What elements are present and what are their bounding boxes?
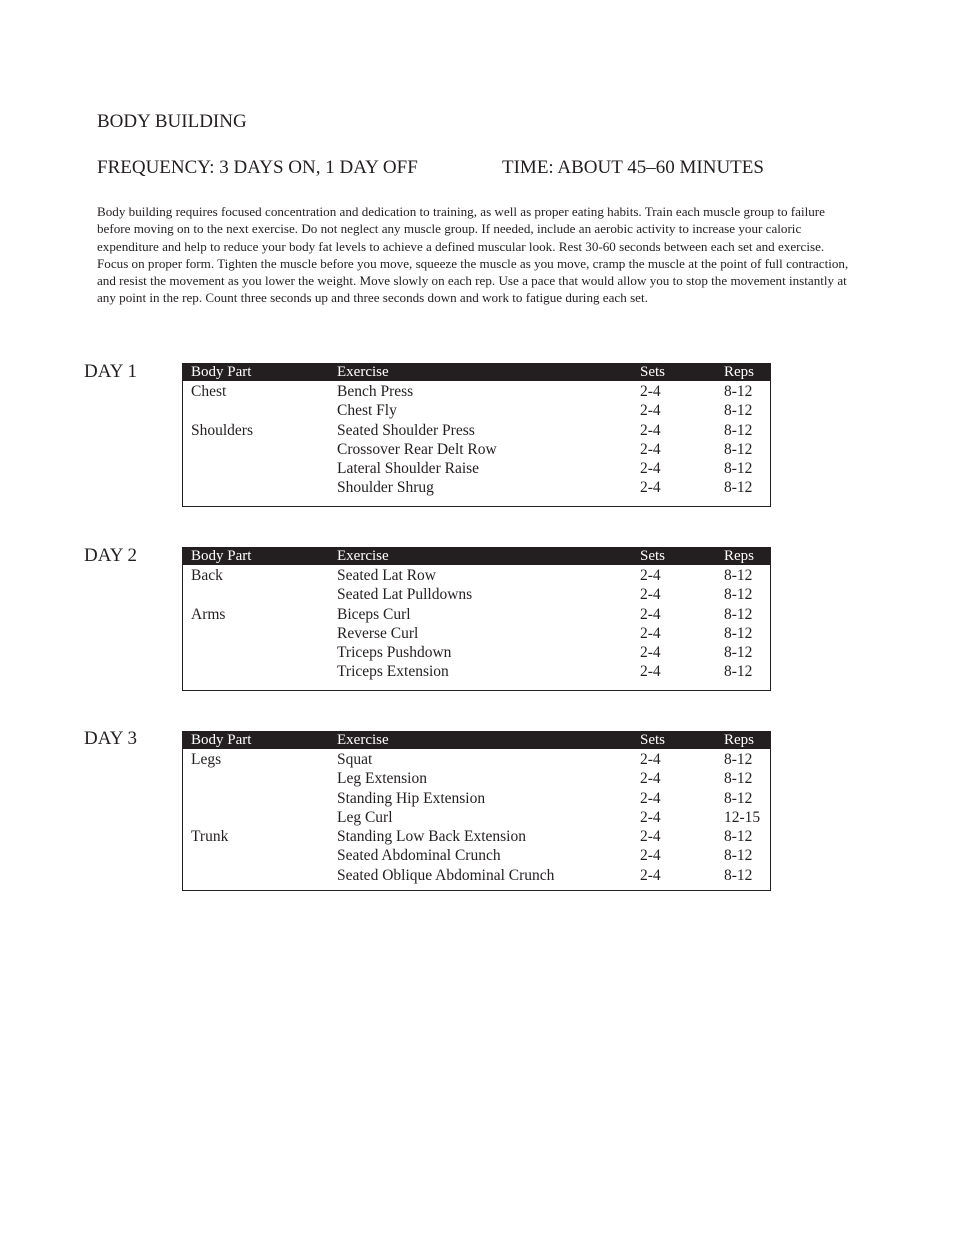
exercise-cell: Standing Low Back Extension <box>337 828 526 846</box>
table-row <box>183 624 770 643</box>
exercise-cell: Seated Shoulder Press <box>337 421 475 439</box>
column-header-reps: Reps <box>724 732 754 748</box>
table-row <box>183 585 770 604</box>
reps-cell: 8-12 <box>724 644 753 662</box>
reps-cell: 8-12 <box>724 624 753 642</box>
table-header <box>183 732 770 749</box>
table-header <box>183 364 770 381</box>
column-header-reps: Reps <box>724 548 754 564</box>
reps-cell: 8-12 <box>724 789 753 807</box>
page-title: BODY BUILDING <box>97 111 247 132</box>
exercise-cell: Triceps Pushdown <box>337 644 452 662</box>
exercise-cell: Shoulder Shrug <box>337 479 434 497</box>
day-label: DAY 2 <box>84 545 137 566</box>
table-row <box>183 662 770 681</box>
table-row <box>183 605 770 624</box>
body-part-cell: Back <box>191 567 223 584</box>
sets-cell: 2-4 <box>640 586 661 604</box>
exercise-cell: Triceps Extension <box>337 663 449 681</box>
table-row <box>183 827 770 846</box>
exercise-cell: Crossover Rear Delt Row <box>337 440 497 458</box>
table-row <box>183 478 770 497</box>
sets-cell: 2-4 <box>640 460 661 478</box>
sets-cell: 2-4 <box>640 605 661 623</box>
table-row <box>183 789 770 808</box>
sets-cell: 2-4 <box>640 402 661 420</box>
reps-cell: 8-12 <box>724 828 753 846</box>
reps-cell: 8-12 <box>724 383 753 400</box>
reps-cell: 8-12 <box>724 751 753 768</box>
column-header-exercise: Exercise <box>337 732 389 748</box>
sets-cell: 2-4 <box>640 644 661 662</box>
sets-cell: 2-4 <box>640 663 661 681</box>
table-row <box>183 643 770 662</box>
sets-cell: 2-4 <box>640 808 661 826</box>
body-part-cell: Shoulders <box>191 421 253 439</box>
table-row <box>183 401 770 420</box>
exercise-cell: Seated Lat Row <box>337 567 437 584</box>
reps-cell: 8-12 <box>724 663 753 681</box>
sets-cell: 2-4 <box>640 567 661 584</box>
sets-cell: 2-4 <box>640 421 661 439</box>
reps-cell: 8-12 <box>724 770 753 788</box>
reps-cell: 8-12 <box>724 866 753 884</box>
column-header-reps: Reps <box>724 364 754 380</box>
exercise-cell: Lateral Shoulder Raise <box>337 460 480 478</box>
sets-cell: 2-4 <box>640 866 661 884</box>
workout-table <box>182 547 771 691</box>
sets-cell: 2-4 <box>640 847 661 865</box>
body-part-cell: Legs <box>191 751 222 768</box>
exercise-cell: Leg Curl <box>337 808 393 826</box>
table-header <box>183 548 770 565</box>
reps-cell: 8-12 <box>724 567 753 584</box>
table-row <box>183 750 770 769</box>
column-header-sets: Sets <box>640 732 666 748</box>
column-header-sets: Sets <box>640 548 666 564</box>
exercise-cell: Chest Fly <box>337 402 397 420</box>
reps-cell: 8-12 <box>724 847 753 865</box>
sets-cell: 2-4 <box>640 751 661 768</box>
exercise-cell: Seated Abdominal Crunch <box>337 847 501 865</box>
table-row <box>183 440 770 459</box>
column-header-body-part: Body Part <box>191 548 252 564</box>
reps-cell: 8-12 <box>724 479 753 497</box>
exercise-cell: Seated Oblique Abdominal Crunch <box>337 866 555 884</box>
workout-table <box>182 363 771 507</box>
body-part-cell: Arms <box>191 605 226 623</box>
table-row <box>183 808 770 827</box>
time-heading: TIME: ABOUT 45–60 MINUTES <box>502 157 764 178</box>
sets-cell: 2-4 <box>640 479 661 497</box>
frequency-heading: FREQUENCY: 3 DAYS ON, 1 DAY OFF <box>97 157 418 178</box>
column-header-exercise: Exercise <box>337 548 389 564</box>
sets-cell: 2-4 <box>640 828 661 846</box>
reps-cell: 12-15 <box>724 808 761 826</box>
workout-table <box>182 731 771 891</box>
table-row <box>183 866 770 885</box>
column-header-sets: Sets <box>640 364 666 380</box>
column-header-body-part: Body Part <box>191 732 252 748</box>
exercise-cell: Bench Press <box>337 383 414 400</box>
exercise-cell: Leg Extension <box>337 770 427 788</box>
sets-cell: 2-4 <box>640 624 661 642</box>
reps-cell: 8-12 <box>724 421 753 439</box>
body-part-cell: Chest <box>191 383 227 400</box>
reps-cell: 8-12 <box>724 586 753 604</box>
sets-cell: 2-4 <box>640 383 661 400</box>
exercise-cell: Reverse Curl <box>337 624 419 642</box>
day-label: DAY 3 <box>84 728 137 749</box>
sets-cell: 2-4 <box>640 789 661 807</box>
exercise-cell: Biceps Curl <box>337 605 411 623</box>
table-row <box>183 769 770 788</box>
body-part-cell: Trunk <box>191 828 229 846</box>
intro-paragraph: Body building requires focused concentration and dedication to training, as well as proper eating habits. Train each muscle group to failure before moving on to the next exercise. Do not neglect any muscle group. If needed, include an aerobic activity to increase your caloric expenditure and help to reduce your body fat levels to achieve a defined muscular look. Rest 30-60 seconds between each set and exercise. Focus on proper form. Tighten the muscle before you move, squeeze the muscle as you move, cramp the muscle at the point of full contraction, and resist the movement as you lower the weight. Move slowly on each rep. Use a pace that would allow you to stop the movement instantly at any point in the rep. Count three seconds up and three seconds down and work to fatigue during each set. <box>97 204 849 306</box>
table-row <box>183 846 770 865</box>
column-header-body-part: Body Part <box>191 364 252 380</box>
reps-cell: 8-12 <box>724 440 753 458</box>
reps-cell: 8-12 <box>724 460 753 478</box>
table-row <box>183 459 770 478</box>
exercise-cell: Standing Hip Extension <box>337 789 486 807</box>
column-header-exercise: Exercise <box>337 364 389 380</box>
table-row <box>183 566 770 585</box>
sets-cell: 2-4 <box>640 440 661 458</box>
table-row <box>183 382 770 401</box>
table-row <box>183 421 770 440</box>
exercise-cell: Squat <box>337 751 373 768</box>
exercise-cell: Seated Lat Pulldowns <box>337 586 473 604</box>
day-label: DAY 1 <box>84 361 137 382</box>
reps-cell: 8-12 <box>724 402 753 420</box>
reps-cell: 8-12 <box>724 605 753 623</box>
sets-cell: 2-4 <box>640 770 661 788</box>
